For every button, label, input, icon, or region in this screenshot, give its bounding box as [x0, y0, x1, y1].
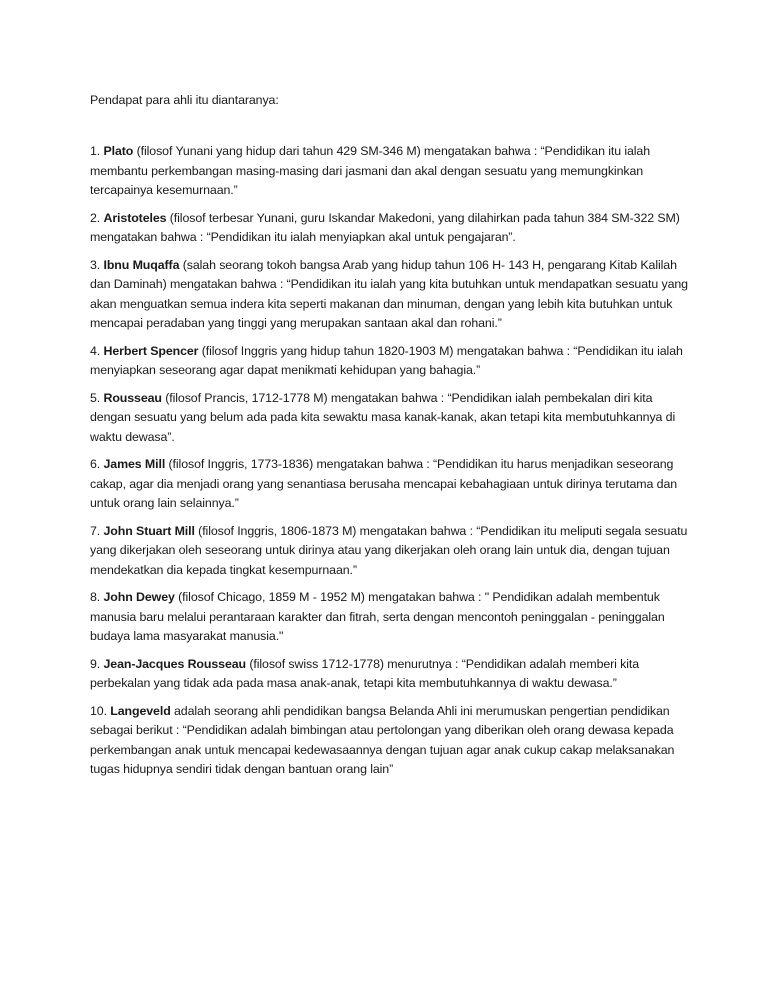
expert-name: Rousseau — [103, 390, 162, 405]
item-number: 3. — [90, 257, 101, 272]
expert-name: John Stuart Mill — [103, 523, 195, 538]
list-item — [90, 522, 690, 581]
item-number: 8. — [90, 590, 101, 604]
expert-quote: (filosof Inggris, 1806-1873 M) mengatakan bahwa : “Pendidikan itu meliputi segala sesuatu yang dikerjakan oleh seseorang untuk dirinya atau yang dikerjakan oleh orang lain untuk dia, dengan tujuan mendekatkan dia kepada tingkat kesempurnaan.” — [90, 523, 688, 577]
expert-opinions-list — [90, 142, 690, 780]
item-number: 7. — [90, 523, 101, 538]
expert-quote: (filosof terbesar Yunani, guru Iskandar Makedoni, yang dilahirkan pada tahun 384 SM-322 SM) mengatakan bahwa : “Pendidikan itu ialah menyiapkan akal untuk pengajaran”. — [90, 210, 680, 244]
list-item — [90, 256, 690, 334]
document-body — [90, 90, 690, 788]
expert-name: Jean-Jacques Rousseau — [103, 656, 247, 671]
expert-quote: (salah seorang tokoh bangsa Arab yang hidup tahun 106 H- 143 H, pengarang Kitab Kalilah dan Daminah) mengatakan bahwa : “Pendidikan itu ialah yang kita butuhkan untuk mendapatkan sesuatu yang akan menguatkan semua indera kita seperti makanan dan minuman, dengan yang lebih kita butuhkan untuk mencapai peradaban yang tinggi yang merupakan santaan akal dan rohani.” — [90, 257, 688, 330]
expert-quote: (filosof Prancis, 1712-1778 M) mengatakan bahwa : “Pendidikan ialah pembekalan diri kita dengan sesuatu yang belum ada pada kita sewaktu masa kanak-kanak, akan tetapi kita membutuhkannya di waktu dewasa”. — [90, 390, 676, 444]
list-item — [90, 588, 690, 647]
item-number: 2. — [90, 210, 101, 225]
list-item — [90, 702, 690, 780]
expert-quote: (filosof swiss 1712-1778) menurutnya : “Pendidikan adalah memberi kita perbekalan yang tidak ada pada masa anak-anak, tetapi kita membutuhkannya di waktu dewasa.” — [90, 656, 640, 690]
list-item — [90, 209, 690, 248]
item-number: 6. — [90, 457, 101, 471]
intro-paragraph: Pendapat para ahli itu diantaranya: — [90, 93, 279, 107]
list-item — [90, 455, 690, 514]
expert-name: Aristoteles — [103, 210, 167, 225]
expert-quote: (filosof Yunani yang hidup dari tahun 429 SM-346 M) mengatakan bahwa : “Pendidikan itu ialah membantu perkembangan masing-masing dari jasmani dan akal dengan sesuatu yang memungkinkan tercapainya kesemurnaan.” — [90, 144, 651, 197]
expert-name: Herbert Spencer — [103, 343, 199, 358]
item-number: 9. — [90, 656, 101, 671]
list-item — [90, 389, 690, 448]
expert-name: Ibnu Muqaffa — [103, 257, 180, 272]
expert-quote: (filosof Inggris yang hidup tahun 1820-1903 M) mengatakan bahwa : “Pendidikan itu ialah menyiapkan seseorang agar dapat menikmati kehidupan yang bahagia.” — [90, 343, 683, 377]
list-item — [90, 142, 690, 201]
expert-quote: (filosof Inggris, 1773-1836) mengatakan bahwa : “Pendidikan itu harus menjadikan seseorang cakap, agar dia menjadi orang yang senantiasa berusaha mencapai kebahagiaan untuk dirinya terutama dan untuk orang lain selainnya.” — [90, 457, 678, 510]
item-number: 4. — [90, 343, 101, 358]
expert-quote: adalah seorang ahli pendidikan bangsa Belanda Ahli ini merumuskan pengertian pendidikan sebagai berikut : “Pendidikan adalah bimbingan atau pertolongan yang diberikan oleh orang dewasa kepada perkembangan anak untuk mencapai kedewasaannya dengan tujuan agar anak cukup cakap melaksanakan tugas hidupnya sendiri tidak dengan bantuan orang lain” — [90, 703, 675, 776]
expert-name: James Mill — [103, 457, 166, 471]
item-number: 1. — [90, 144, 101, 158]
expert-quote: (filosof Chicago, 1859 M - 1952 M) mengatakan bahwa : " Pendidikan adalah membentuk manusia baru melalui perantaraan karakter dan fitrah, serta dengan mencontoh peninggalan - peninggalan budaya lama masyarakat manusia." — [90, 590, 665, 643]
expert-name: John Dewey — [103, 590, 175, 604]
list-item — [90, 655, 690, 694]
item-number: 5. — [90, 390, 101, 405]
expert-name: Plato — [103, 144, 134, 158]
list-item — [90, 342, 690, 381]
expert-name: Langeveld — [110, 703, 171, 718]
item-number: 10. — [90, 703, 107, 718]
